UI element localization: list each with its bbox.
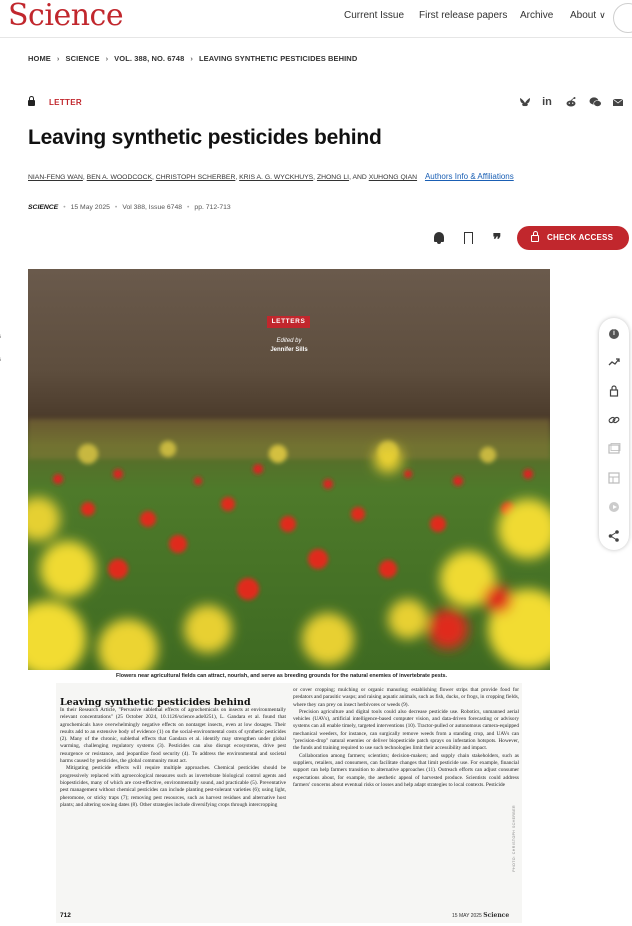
nav-about-label: About — [570, 10, 597, 21]
article-title: Leaving synthetic pesticides behind — [28, 126, 382, 149]
lock-icon — [28, 100, 35, 106]
author-link[interactable]: CHRISTOPH SCHERBER — [155, 174, 236, 181]
breadcrumb-science[interactable]: SCIENCE — [65, 54, 100, 63]
breadcrumb-current: LEAVING SYNTHETIC PESTICIDES BEHIND — [198, 54, 358, 63]
clipped-text — [0, 334, 1, 340]
linkedin-icon[interactable]: in — [542, 96, 552, 108]
nav-archive[interactable]: Archive — [520, 10, 554, 21]
photo-credit: PHOTO: CHRISTOPH SCHERBER — [512, 805, 516, 872]
author-link[interactable]: NIAN-FENG WAN — [28, 174, 83, 181]
nav-first-release[interactable]: First release papers — [419, 10, 508, 21]
scan-title: Leaving synthetic pesticides behind — [60, 697, 251, 708]
reddit-icon[interactable] — [565, 96, 577, 108]
menu-button[interactable] — [613, 3, 632, 33]
author-link[interactable]: KRIS A. G. WYCKHUYS — [239, 174, 314, 181]
scan-column-1 — [60, 707, 286, 809]
edited-by-label: Edited by — [276, 338, 302, 344]
article-type-tag — [28, 98, 82, 107]
check-access-button[interactable] — [517, 226, 629, 250]
article-type-label: LETTER — [49, 98, 82, 107]
play-icon[interactable] — [606, 499, 622, 515]
breadcrumb-home[interactable]: HOME — [28, 54, 51, 63]
page-footer — [452, 912, 509, 919]
journal-name: SCIENCE — [28, 204, 59, 211]
figure-caption: Flowers near agricultural fields can attract, nourish, and serve as breeding grounds for the natural enemies of invertebrate pests. — [116, 673, 448, 679]
top-navbar — [0, 0, 632, 38]
lock-icon — [531, 235, 539, 242]
scan-paragraph: or cover cropping; mulching or organic manuring; establishing flower strips that provide food for predators and parasitic wasps; and raising aquatic animals, such as fish, ducks, or frogs, in cropping fields, where they can prey on insect herbivores or weeds (9). — [293, 687, 519, 708]
image-icon[interactable] — [606, 441, 622, 457]
footer-date: 15 MAY 2025 — [452, 913, 482, 919]
info-icon[interactable] — [606, 326, 622, 342]
affiliations-link[interactable]: Authors Info & Affiliations — [424, 172, 514, 181]
article-toolbar — [599, 318, 629, 550]
letters-badge: LETTERS — [267, 316, 310, 328]
publish-date: 15 May 2025 — [70, 204, 110, 211]
author-conjunction: , AND — [349, 174, 367, 181]
breadcrumb — [28, 54, 357, 63]
page-range: pp. 712-713 — [194, 204, 231, 211]
edited-by — [255, 337, 323, 355]
print-page-scan — [56, 683, 522, 923]
scan-paragraph: Mitigating pesticide effects will require multiple approaches. Chemical pesticides should be progressively replaced with agroecological measures such as invertebrate biological control agents and biopesticides, many of which are cost-effective, environmentally sound, and practicable (5). Preventative pest management without chemical pesticides can include planting pest-tolerant varieties (6); using light, pheromone, or sticky traps (7); removing pest resources, such as harvest residues and alternative host plants; and altering sowing dates (8). Other strategies include diversifying crops through intercropping — [60, 765, 286, 808]
bookmark-icon[interactable] — [460, 230, 476, 246]
scan-paragraph: Collaboration among farmers; scientists; decision-makers; and supply chain stakeholders, such as suppliers, retailers, and consumers, can facilitate changes that limit pesticide use. For example, financial support can help farmers transition to alternative approaches (11). Outreach efforts can adjust consumer expectations about, for example, the aesthetic appeal of harvested produce. Scientists could address farmers' concerns about eventual risks or losses and help adapt strategies to local contexts. Pesticide — [293, 752, 519, 788]
author-link[interactable]: XUHONG QIAN — [368, 174, 418, 181]
chevron-right-icon: › — [105, 54, 109, 63]
clipped-text — [0, 357, 1, 363]
author-list: NIAN-FENG WAN, BEN A. WOODCOCK, CHRISTOPH SCHERBER, KRIS A. G. WYCKHUYS, ZHONG LI, AND XUHONG QIAN Authors Info & Affiliations — [28, 172, 514, 181]
article-figure-photo[interactable] — [28, 269, 550, 670]
page-number: 712 — [60, 912, 71, 919]
link-icon[interactable] — [606, 412, 622, 428]
editor-name: Jennifer Sills — [270, 347, 308, 353]
bluesky-icon[interactable] — [519, 96, 531, 108]
chevron-right-icon: › — [190, 54, 193, 63]
wechat-icon[interactable] — [589, 96, 601, 108]
scan-paragraph: In their Research Article, "Pervasive sublethal effects of agrochemicals on insects at environmentally relevant concentrations" (25 October 2024, 10.1126/science.ado0251), L. Gandara et al. found that agrochemicals have overwhelmingly negative effects on nontarget insects, even at low dosages. Their results add to an extensive body of evidence (1) on the social-environmental costs of synthetic pesticides (2). Many of the chronic, sublethal effects that Gandara et al. identify may strengthen under global warming, challenging regulatory systems (3). Pesticides can also disrupt ecosystems, drive pest resurgence or resistance, and jeopardize food security (4). To address the environmental and societal harms caused by pesticides, the global community must act. — [60, 707, 286, 765]
table-icon[interactable] — [606, 470, 622, 486]
nav-current-issue[interactable]: Current Issue — [344, 10, 405, 21]
chevron-right-icon: › — [56, 54, 60, 63]
lock-icon[interactable] — [606, 383, 622, 399]
trend-icon[interactable] — [606, 354, 622, 370]
publication-meta: SCIENCE • 15 May 2025 • Vol 388, Issue 6748 • pp. 712-713 — [28, 204, 231, 211]
nav-about[interactable] — [570, 10, 606, 21]
footer-journal: Science — [483, 912, 510, 919]
science-logo[interactable]: Science — [8, 0, 124, 33]
bell-icon[interactable] — [431, 230, 447, 246]
scan-paragraph: Precision agriculture and digital tools could also decrease pesticide use. Robotics, unmanned aerial vehicles (UAVs), artificial intelligence-based computer vision, and data-driven forecasting or advisory systems can all enable timely, targeted interventions (10). Tractor-pulled or autonomous camera-equipped mechanical weeders, for instance, can surgically remove weeds from a standing crop, and UAVs can "precision-drop" natural enemies or deliver biopesticide patch sprays on infestation hotspots. However, the funds and training required to use such technologies limit their accessibility and impact. — [293, 708, 519, 752]
volume-issue: Vol 388, Issue 6748 — [122, 204, 183, 211]
author-link[interactable]: BEN A. WOODCOCK — [86, 174, 153, 181]
check-access-label: CHECK ACCESS — [547, 233, 614, 242]
email-icon[interactable] — [612, 96, 624, 108]
cite-icon[interactable]: ❞ — [492, 230, 502, 249]
share-icon[interactable] — [606, 528, 622, 544]
author-link[interactable]: ZHONG LI — [316, 174, 350, 181]
chevron-down-icon: ∨ — [599, 10, 606, 20]
breadcrumb-volume[interactable]: VOL. 388, NO. 6748 — [114, 54, 185, 63]
scan-column-2 — [293, 687, 519, 789]
